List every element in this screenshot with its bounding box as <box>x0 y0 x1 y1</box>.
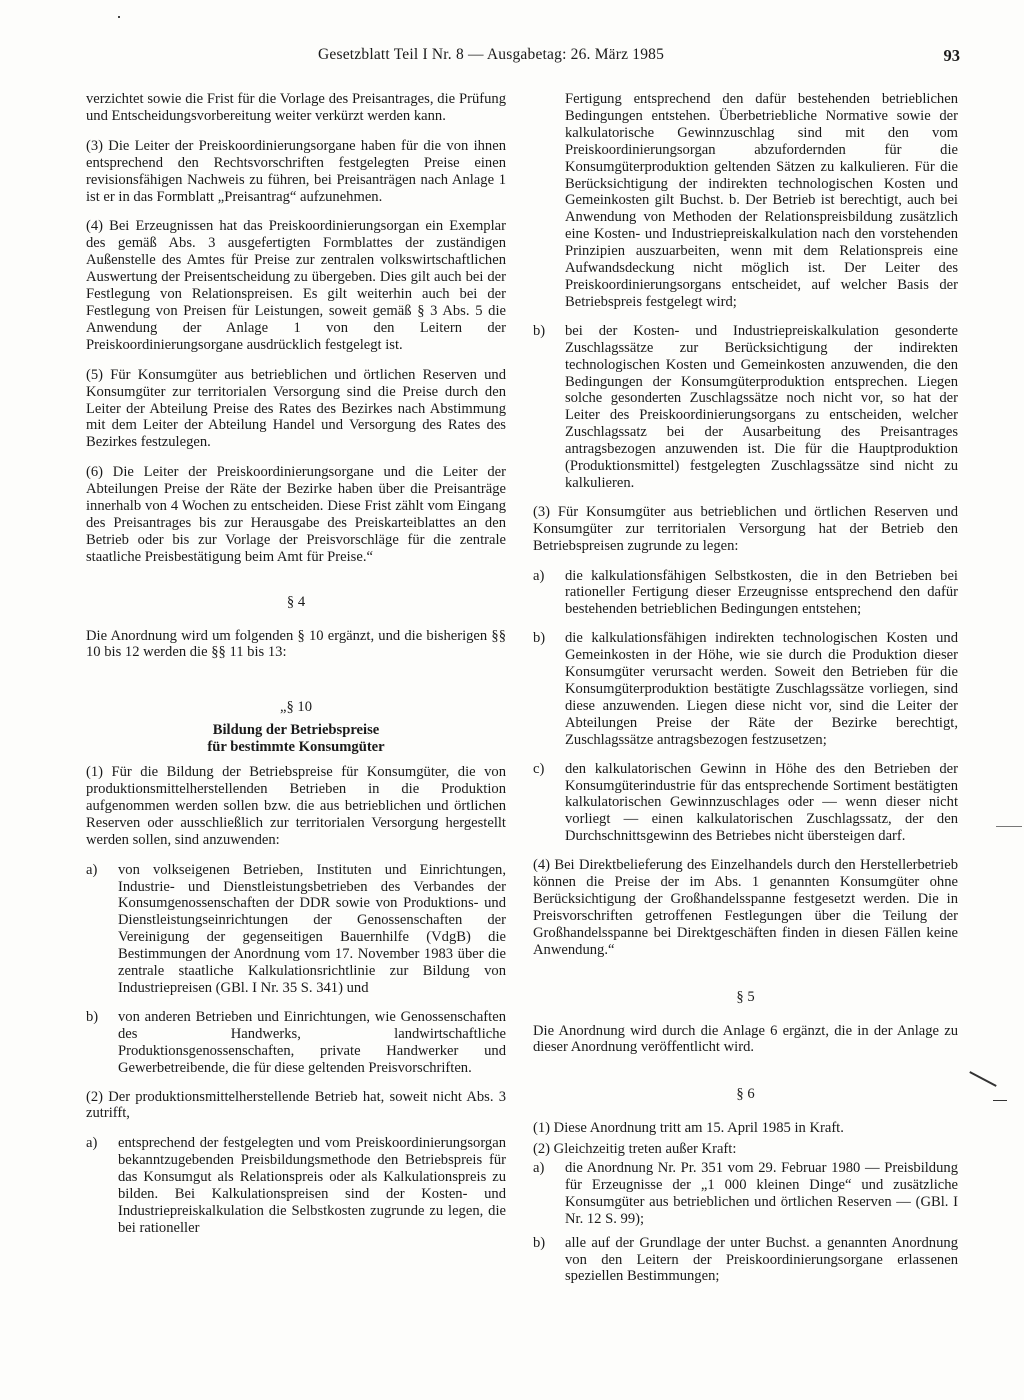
list-item-a <box>86 1135 506 1236</box>
section-10-title-line-2: für bestimmte Konsumgüter <box>207 739 385 756</box>
list-marker: b) <box>533 322 546 339</box>
list-marker: a) <box>533 567 545 584</box>
page-header <box>60 46 964 70</box>
paragraph-continuation: verzichtet sowie die Frist für die Vorlage des Preisantrages, die Prüfung und Entscheidungsvorbereitung weiter verkürzt werden kann. <box>86 91 506 124</box>
list-item-text: den kalkulatorischen Gewinn in Höhe des den Betrieben der Konsumgüterindustrie für das entsprechende Sortiment bestätigten kalkulatorischen Gewinnzuschlages oder — wenn dieser nicht vorliegt — einen kalkulatorischen Zuschlagssatz, der den Durchschnittsgewinn des Betriebes nicht übersteigen darf. <box>565 760 958 845</box>
list-marker: a) <box>86 1135 98 1152</box>
list-item-a <box>86 862 506 997</box>
list-item-text: die kalkulationsfähigen Selbstkosten, die in den Betrieben bei rationeller Fertigung dieser Erzeugnisse entsprechend den dafür bestehenden betrieblichen Bedingungen entstehen; <box>565 567 958 618</box>
list-item-text: alle auf der Grundlage der unter Buchst. a genannten Anordnung von den Leitern der Preiskoordinierungsorgane erlassenen speziellen Bestimmungen; <box>565 1234 958 1285</box>
list-item-b <box>533 323 958 492</box>
list-item-text: von anderen Betrieben und Einrichtungen, wie Genossenschaften des Handwerks, landwirtschaftliche Produktionsgenossenschaften, private Handwerker und Gewerbetreibende, die für diese geltenden Preisvorschriften. <box>118 1008 506 1076</box>
margin-pen-stroke <box>993 1100 1007 1101</box>
header-title: Gesetzblatt Teil I Nr. 8 — Ausgabetag: 26. März 1985 <box>318 46 665 63</box>
list-item-text: von volkseigenen Betrieben, Instituten und Einrichtungen, Industrie- und Dienstleistungsbetrieben des Verbandes der Konsumgenossenschaften der DDR sowie von Produktions- und Dienstleistungseinrichtungen der Genossenschaften der Vereinigung der gegenseitigen Bauernhilfe (VdgB) die Bestimmungen der Anordnung vom 17. November 1983 über die zentrale staatliche Kalkulationsrichtlinie zur Bildung von Industriepreisen (GBl. I Nr. 35 S. 341) und <box>118 861 506 996</box>
right-column <box>533 91 958 1292</box>
list-marker: a) <box>533 1160 545 1177</box>
list-item-text: die kalkulationsfähigen indirekten technologischen Kosten und Gemeinkosten in der Höhe, wie sie durch die Produktion dieser Konsumgüter verursacht werden. Soweit den Betrieben für die Konsumgüterproduktion bestätigte Zuschlagssätze vorliegen, sind diese anzuwenden. Liegen diese nicht vor, sind die Leiter der Abteilungen Preise der Räte der Bezirke berechtigt, Zuschlagssätze antragsbezogen festzusetzen; <box>565 630 958 748</box>
scan-speck <box>118 16 120 18</box>
list-item-text: Fertigung entsprechend den dafür bestehenden betrieblichen Bedingungen entstehen. Überbetriebliche Normative sowie der kalkulatorische Gewinnzuschlag sind mit den vom Preiskoordinierungsorgan abzufordernden für die Konsumgüterproduktion geltenden Sätzen zu kalkulieren. Für die Berücksichtigung der indirekten technologischen Kosten und Gemeinkosten gilt Buchst. b. Der Betrieb ist berechtigt, auch bei Anwendung von Methoden der Relationspreisbildung zusätzlich eine Kosten- und Industriepreiskalkulation nach den vorstehenden Prinzipien auszuarbeiten, wenn mit dem Relationspreis eine Aufwandsdeckung nicht möglich ist. Der Leiter des Preiskoordinierungsorgans entscheidet, auf welcher Basis der Betriebspreis festgelegt wird; <box>565 91 958 310</box>
section-5-heading: § 5 <box>736 988 755 1005</box>
left-column <box>86 91 506 1249</box>
list-item-text: die Anordnung Nr. Pr. 351 vom 29. Februar 1980 — Preisbildung für Erzeugnisse der „1 000 kleinen Dinge“ und zusätzliche Konsumgüter aus betrieblichen und örtlichen Reserven — (GBl. I Nr. 12 S. 99); <box>565 1160 958 1227</box>
list-item-b <box>533 630 958 748</box>
list-item-text: bei der Kosten- und Industriepreiskalkulation gesonderte Zuschlagssätze zur Berücksichtigung der indirekten technologischen Kosten und Gemeinkosten anzuwenden, die den Bedingungen der Konsumgüterproduktion entsprechen. Liegen solche gesonderten Zuschlagssätze noch nicht vor, so hat der Leiter des Preiskoordinierungsorgans zu entscheiden, welcher Zuschlagssatz bei der Ausarbeitung des Preisantrages antragsbezogen anzuwenden ist. Die für die Hauptproduktion (Produktionsmittel) festgelegten Zuschlagssätze sind nicht zu kalkulieren. <box>565 322 958 491</box>
section-4-text: Die Anordnung wird um folgenden § 10 ergänzt, und die bisherigen §§ 10 bis 12 werden die §§ 11 bis 13: <box>86 627 506 661</box>
list-item-a <box>533 568 958 619</box>
paragraph-5: (5) Für Konsumgüter aus betrieblichen und örtlichen Reserven und Konsumgüter zur territorialen Versorgung sind die Preise durch den Leiter der Abteilung Preise des Rates des Bezirkes nach Abstimmung mit dem Leiter der Abteilung Handel und Versorgung des Rates des Bezirkes festzulegen. <box>86 366 506 451</box>
paragraph-4: (4) Bei Direktbelieferung des Einzelhandels durch den Herstellerbetrieb können die Preise der im Abs. 1 genannten Konsumgüter ohne Berücksichtigung der Großhandelsspanne festgesetzt werden. Die in Preisvorschriften getroffenen Festlegungen über die Teilung der Großhandelsspanne bei Direktgeschäften finden in diesen Fällen keine Anwendung.“ <box>533 857 958 958</box>
list-item-c <box>533 761 958 846</box>
section-6-paragraph-1: (1) Diese Anordnung tritt am 15. April 1985 in Kraft. <box>533 1120 844 1137</box>
list-item-text: entsprechend der festgelegten und vom Preiskoordinierungsorgan bekanntzugebenden Preisbildungsmethode den Betriebspreis für das Konsumgut als Relationspreis oder als Kalkulationspreis zu bilden. Bei Kalkulationspreisen sind der Kosten- und Industriepreiskalkulation die Selbstkosten zugrunde zu legen, die bei rationeller <box>118 1135 506 1236</box>
section-6-paragraph-2: (2) Gleichzeitig treten außer Kraft: <box>533 1141 737 1158</box>
paragraph-4: (4) Bei Erzeugnissen hat das Preiskoordinierungsorgan ein Exemplar des gemäß Abs. 3 ausgefertigten Formblattes der zuständigen Außenstelle des Amtes für Preise zur zentralen volkswirtschaftlichen Auswertung der Preisentscheidung zu übergeben. Dies gilt auch bei der Festlegung von Relationspreisen. Es gilt weiterhin auch bei der Festlegung von Preisen für Leistungen, soweit gemäß § 3 Abs. 5 die Anwendung der Anlage 1 von den Leitern der Preiskoordinierungsorgane ausdrücklich festgelegt ist. <box>86 218 506 353</box>
page-number: 93 <box>943 46 960 65</box>
list-item-b <box>533 1235 958 1286</box>
section-10-paragraph-2: (2) Der produktionsmittelherstellende Betrieb hat, soweit nicht Abs. 3 zutrifft, <box>86 1088 506 1122</box>
section-10-paragraph-1: (1) Für die Bildung der Betriebspreise für Konsumgüter, die von produktionsmittelherstellenden Betrieben in die Produktion aufgenommen werden sollen bzw. die aus betrieblichen und örtlichen Reserven oder ausschließlich zur territorialen Versorgung hergestellt werden sollen, sind anzuwenden: <box>86 764 506 848</box>
list-item-a <box>533 1160 958 1228</box>
margin-pen-stroke <box>969 1071 996 1087</box>
section-10-title-line-1: Bildung der Betriebspreise <box>212 722 380 739</box>
list-marker: a) <box>86 861 98 878</box>
paragraph-6: (6) Die Leiter der Preiskoordinierungsorgane und die Leiter der Abteilungen Preise der Räte der Bezirke haben über die Preisanträge innerhalb von 4 Wochen zu entscheiden. Diese Frist zählt vom Eingang des Preisantrages bis zur Herausgabe des Preiskarteiblattes an den Betrieb oder bis zur Vorlage der Preisvorschläge für die zentrale staatliche Preisbestätigung beim Amt für Preise.“ <box>86 464 506 565</box>
section-4-heading: § 4 <box>286 593 306 610</box>
list-marker: b) <box>533 1234 546 1251</box>
section-10-heading: „§ 10 <box>279 699 313 716</box>
list-item-a-continuation <box>533 91 958 311</box>
paragraph-3: (3) Für Konsumgüter aus betrieblichen und örtlichen Reserven und Konsumgüter zur territorialen Versorgung hat der Betrieb den Betriebspreisen zugrunde zu legen: <box>533 503 958 554</box>
list-marker: b) <box>86 1008 99 1025</box>
margin-mark <box>996 826 1022 827</box>
list-marker: c) <box>533 760 545 777</box>
paragraph-3: (3) Die Leiter der Preiskoordinierungsorgane haben für die von ihnen entsprechend den Rechtsvorschriften festgelegten Preise einen revisionsfähigen Nachweis zu führen, bei Preisanträgen nach Anlage 1 ist er in das Formblatt „Preisantrag“ aufzunehmen. <box>86 137 506 205</box>
list-marker: b) <box>533 630 546 647</box>
list-item-b <box>86 1009 506 1077</box>
section-6-heading: § 6 <box>736 1086 755 1103</box>
section-5-text: Die Anordnung wird durch die Anlage 6 ergänzt, die in der Anlage zu dieser Anordnung veröffentlicht wird. <box>533 1022 958 1056</box>
